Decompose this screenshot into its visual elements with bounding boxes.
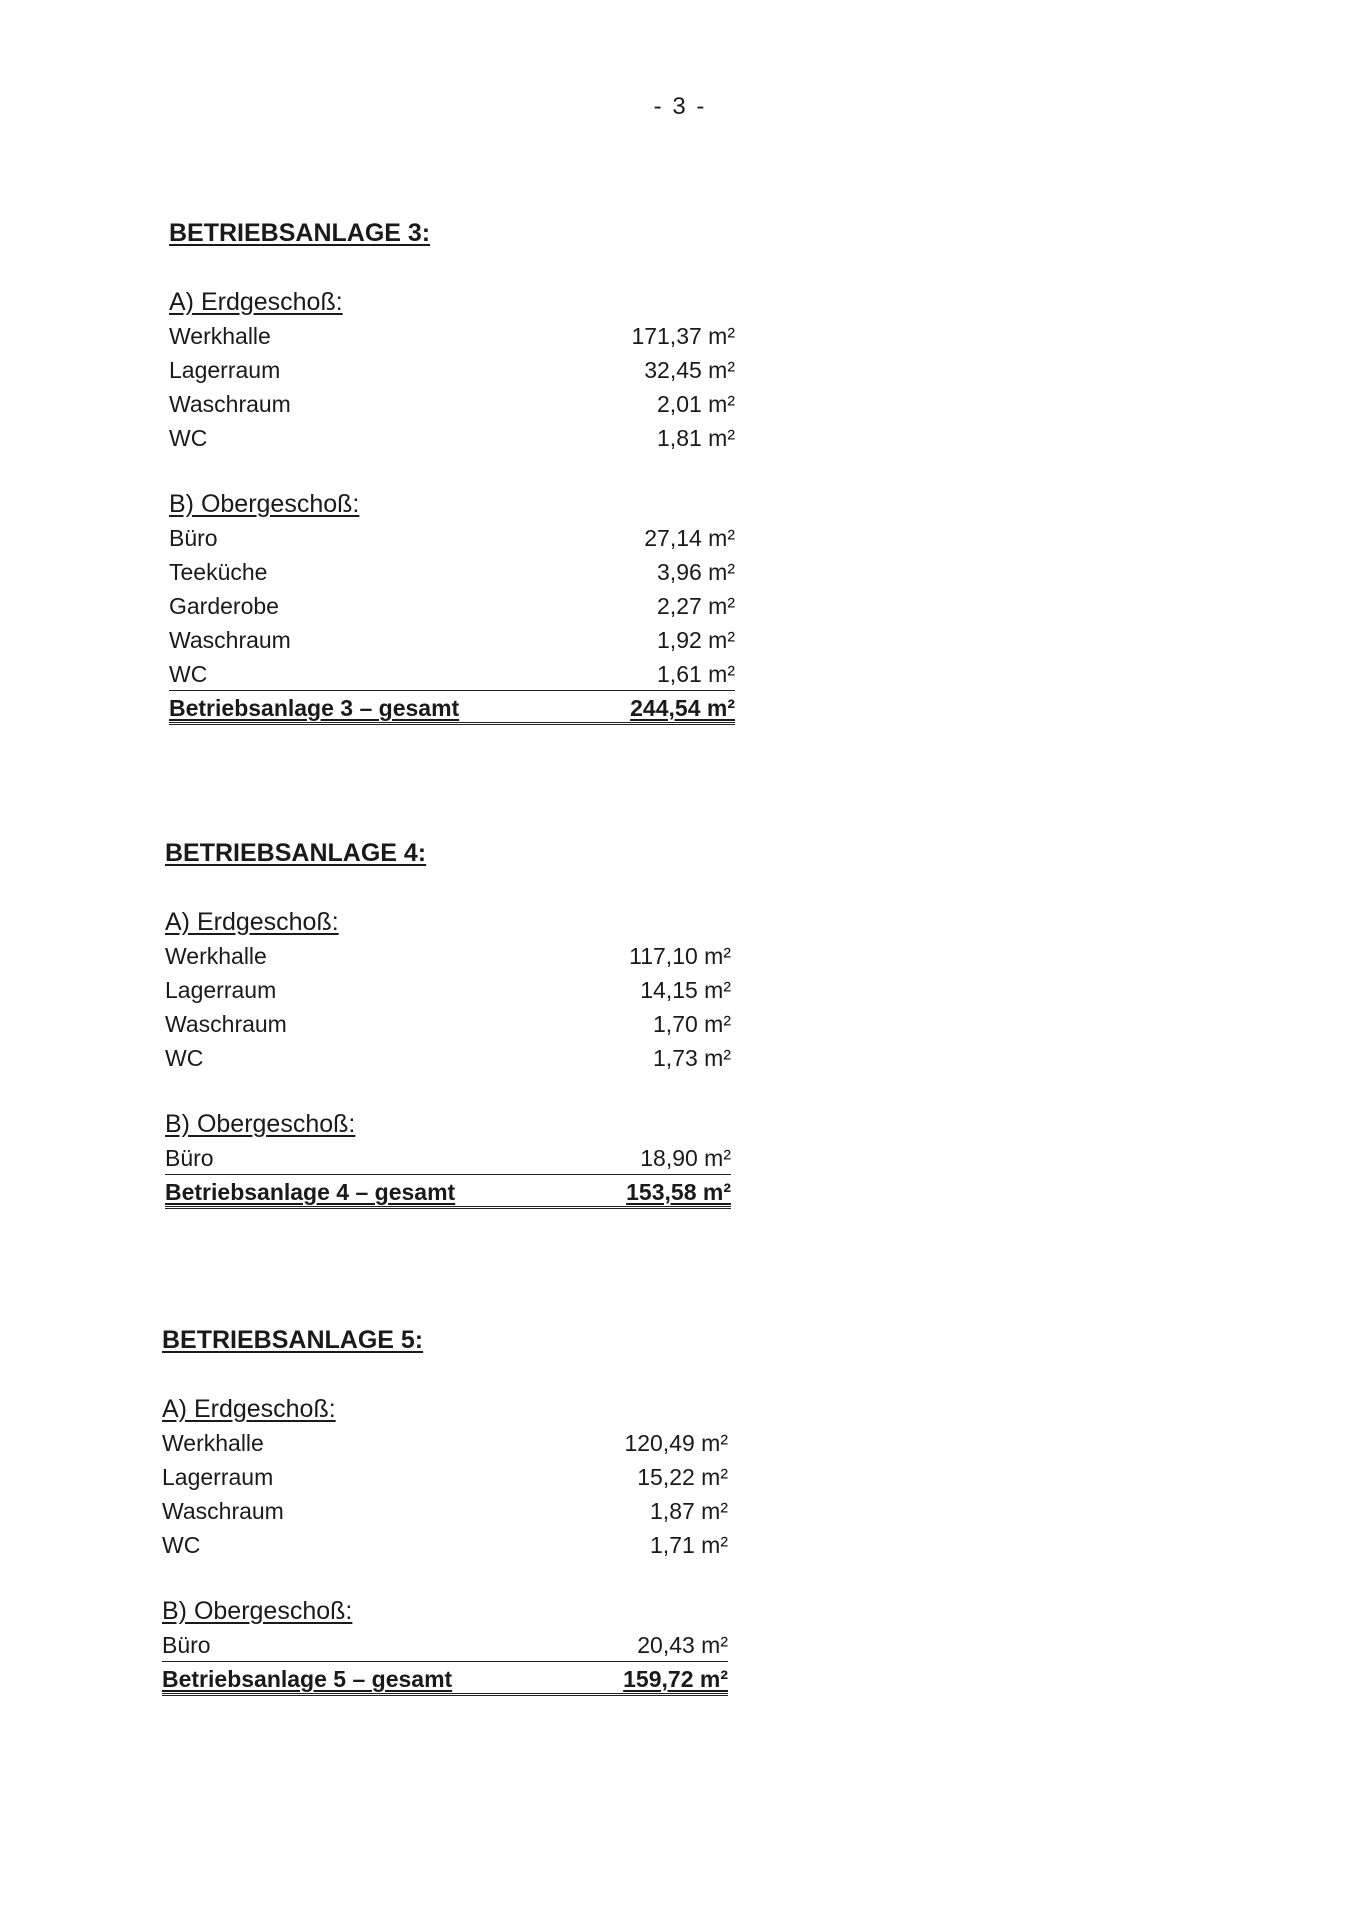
area-value: 1,70 m² <box>653 1011 731 1037</box>
area-row <box>169 521 735 555</box>
area-value: 1,73 m² <box>653 1045 731 1071</box>
upper-floor-rows <box>169 521 735 725</box>
total-row <box>162 1662 728 1696</box>
ground-floor-rows <box>165 939 731 1075</box>
area-value: 1,87 m² <box>650 1498 728 1524</box>
area-row <box>162 1628 728 1662</box>
upper-floor-rows <box>162 1628 728 1696</box>
area-row <box>162 1494 728 1528</box>
upper-floor-title: B) Obergeschoß: <box>165 1110 356 1138</box>
area-row <box>169 657 735 691</box>
area-row <box>162 1426 728 1460</box>
upper-floor-rows <box>165 1141 731 1209</box>
area-value: 32,45 m² <box>644 357 735 383</box>
room-label: Waschraum <box>162 1498 284 1524</box>
upper-floor-title: B) Obergeschoß: <box>169 490 360 518</box>
room-label: Büro <box>165 1145 214 1171</box>
area-value: 120,49 m² <box>624 1430 728 1456</box>
total-label: Betriebsanlage 4 – gesamt <box>165 1179 456 1205</box>
room-label: Lagerraum <box>169 357 281 383</box>
area-row <box>162 1460 728 1494</box>
section-betriebsanlage-5 <box>162 1322 742 1696</box>
area-value: 1,71 m² <box>650 1532 728 1558</box>
ground-floor-title: A) Erdgeschoß: <box>165 908 339 936</box>
area-value: 2,27 m² <box>657 593 735 619</box>
room-label: Lagerraum <box>162 1464 274 1490</box>
room-label: Werkhalle <box>169 323 271 349</box>
area-row <box>169 589 735 623</box>
section-title: BETRIEBSANLAGE 4: <box>165 839 427 867</box>
room-label: WC <box>169 661 208 687</box>
area-row <box>169 319 735 353</box>
ground-floor-rows <box>169 319 735 455</box>
area-row <box>165 939 731 973</box>
area-row <box>165 1007 731 1041</box>
room-label: Waschraum <box>169 627 291 653</box>
area-row <box>169 387 735 421</box>
area-value: 3,96 m² <box>657 559 735 585</box>
room-label: Werkhalle <box>165 943 267 969</box>
area-value: 1,61 m² <box>657 661 735 687</box>
room-label: Garderobe <box>169 593 279 619</box>
room-label: Waschraum <box>165 1011 287 1037</box>
area-row <box>169 623 735 657</box>
area-value: 20,43 m² <box>637 1632 728 1658</box>
page-number: - 3 - <box>653 93 707 120</box>
area-value: 27,14 m² <box>644 525 735 551</box>
section-title: BETRIEBSANLAGE 5: <box>162 1326 424 1354</box>
total-value: 153,58 m² <box>626 1179 731 1205</box>
total-row <box>165 1175 731 1209</box>
section-betriebsanlage-4 <box>165 835 745 1209</box>
room-label: Werkhalle <box>162 1430 264 1456</box>
area-value: 18,90 m² <box>640 1145 731 1171</box>
ground-floor-title: A) Erdgeschoß: <box>169 288 343 316</box>
room-label: WC <box>162 1532 201 1558</box>
area-value: 1,92 m² <box>657 627 735 653</box>
area-row <box>169 421 735 455</box>
total-value: 159,72 m² <box>623 1666 728 1692</box>
section-betriebsanlage-3 <box>169 215 749 725</box>
area-value: 1,81 m² <box>657 425 735 451</box>
room-label: WC <box>169 425 208 451</box>
total-label: Betriebsanlage 5 – gesamt <box>162 1666 453 1692</box>
upper-floor-title: B) Obergeschoß: <box>162 1597 353 1625</box>
room-label: Büro <box>162 1632 211 1658</box>
area-value: 14,15 m² <box>640 977 731 1003</box>
area-row <box>165 1041 731 1075</box>
area-value: 2,01 m² <box>657 391 735 417</box>
section-title: BETRIEBSANLAGE 3: <box>169 219 431 247</box>
area-row <box>165 1141 731 1175</box>
ground-floor-rows <box>162 1426 728 1562</box>
area-row <box>169 555 735 589</box>
room-label: Büro <box>169 525 218 551</box>
ground-floor-title: A) Erdgeschoß: <box>162 1395 336 1423</box>
room-label: Waschraum <box>169 391 291 417</box>
room-label: WC <box>165 1045 204 1071</box>
area-value: 171,37 m² <box>631 323 735 349</box>
total-value: 244,54 m² <box>630 695 735 721</box>
room-label: Teeküche <box>169 559 268 585</box>
area-value: 117,10 m² <box>629 943 731 969</box>
area-value: 15,22 m² <box>637 1464 728 1490</box>
area-row <box>165 973 731 1007</box>
area-row <box>169 353 735 387</box>
total-label: Betriebsanlage 3 – gesamt <box>169 695 460 721</box>
room-label: Lagerraum <box>165 977 277 1003</box>
area-row <box>162 1528 728 1562</box>
total-row <box>169 691 735 725</box>
